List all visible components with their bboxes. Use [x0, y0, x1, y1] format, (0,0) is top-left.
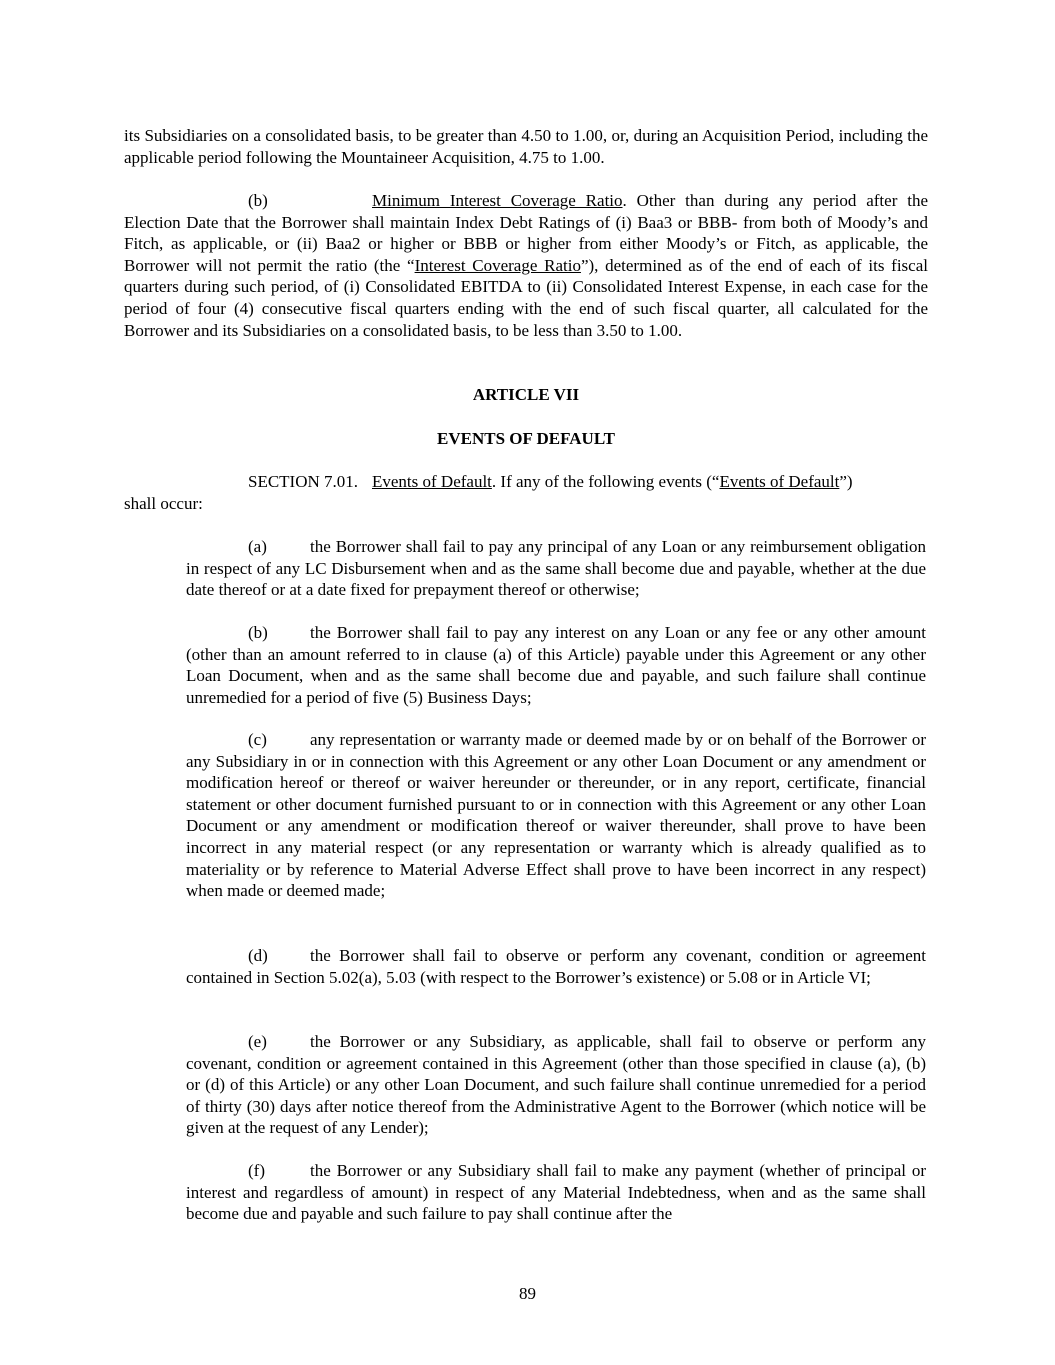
page-number: 89: [519, 1284, 536, 1303]
clause-label: (f): [248, 1161, 265, 1180]
clause-b-label: (b): [248, 191, 268, 210]
clause-b-text-1: . Other than during any period after the Election Date that the Borrower shall maintain Index Debt Ratings of (i) Baa3 or BBB- from both of Moody’s and Fitch, as applicable, or (ii) Baa2 or higher or BBB or higher from either Moody’s or Fitch, as applicable, the Borrower will not permit the ratio (the “: [124, 191, 928, 275]
section-title: Events of Default: [372, 472, 492, 491]
article-heading: ARTICLE VII: [472, 385, 580, 404]
clause-b: [186, 622, 926, 708]
article-title: EVENTS OF DEFAULT: [437, 429, 615, 448]
clause-label: (a): [248, 537, 267, 556]
clause-label: (c): [248, 730, 267, 749]
clause-text: the Borrower shall fail to pay any principal of any Loan or any reimbursement obligation in respect of any LC Disbursement when and as the same shall become due and payable, whether at the due date thereof or at a date fixed for prepayment thereof or otherwise;: [186, 537, 926, 600]
clause-a: [186, 536, 926, 601]
clause-d: [186, 945, 926, 988]
clause-label: (b): [248, 623, 268, 642]
clause-text: any representation or warranty made or deemed made by or on behalf of the Borrower or any Subsidiary in or in connection with this Agreement or any other Loan Document or any amendment or modification hereof or thereof or waiver hereunder or thereunder, or in any report, certificate, financial statement or other document furnished pursuant to or in connection with this Agreement or any other Loan Document or any amendment or modification thereof or waiver thereunder, shall prove to have been incorrect in any material respect (or any representation or warranty which is already qualified as to materiality or by reference to Material Adverse Effect shall prove to have been incorrect in any respect) when made or deemed made;: [186, 730, 926, 901]
section-7-01: [124, 471, 928, 514]
clause-b-title: Minimum Interest Coverage Ratio: [372, 191, 623, 210]
clause-label: (d): [248, 946, 268, 965]
clause-text: the Borrower shall fail to observe or perform any covenant, condition or agreement contained in Section 5.02(a), 5.03 (with respect to the Borrower’s existence) or 5.08 or in Article VI;: [186, 946, 926, 987]
clause-text: the Borrower or any Subsidiary shall fail to make any payment (whether of principal or interest and regardless of amount) in respect of any Material Indebtedness, when and as the same shall become due and payable and such failure to pay shall continue after the: [186, 1161, 926, 1224]
section-defined-term: Events of Default: [719, 472, 840, 491]
clause-text: the Borrower shall fail to pay any interest on any Loan or any fee or any other amount (other than an amount referred to in clause (a) of this Article) payable under this Agreement or any other Loan Document, when and as the same shall become due and payable, and such failure shall continue unremedied for a period of five (5) Business Days;: [186, 623, 926, 707]
section-number: SECTION 7.01.: [248, 472, 359, 491]
clause-c: [186, 729, 926, 902]
clause-label: (e): [248, 1032, 267, 1051]
section-text-1: . If any of the following events (“: [491, 472, 720, 491]
clause-f: [186, 1160, 926, 1225]
intro-paragraph: [124, 125, 928, 168]
section-continuation: shall occur:: [124, 493, 203, 513]
intro-paragraph-text: its Subsidiaries on a consolidated basis, to be greater than 4.50 to 1.00, or, during an Acquisition Period, including the applicable period following the Mountaineer Acquisition, 4.75 to 1.00.: [124, 126, 928, 167]
section-text-2: ”): [839, 472, 853, 491]
clause-text: the Borrower or any Subsidiary, as applicable, shall fail to observe or perform any covenant, condition or agreement contained in this Agreement (other than those specified in clause (a), (b) or (d) of this Article) or any other Loan Document, and such failure shall continue unremedied for a period of thirty (30) days after notice thereof from the Administrative Agent to the Borrower (which notice will be given at the request of any Lender);: [186, 1032, 926, 1138]
clause-b-defined-term: Interest Coverage Ratio: [414, 255, 581, 275]
clause-b-interest-coverage: [124, 190, 928, 341]
clause-b-text-2: ”), determined as of the end of each of its fiscal quarters during such period, of (i) Consolidated EBITDA to (ii) Consolidated Interest Expense, in each case for the period of four (4) consecutive fiscal quarters ending with the end of such fiscal quarter, all calculated for the Borrower and its Subsidiaries on a consolidated basis, to be less than 3.50 to 1.00.: [124, 255, 928, 340]
clause-e: [186, 1031, 926, 1139]
